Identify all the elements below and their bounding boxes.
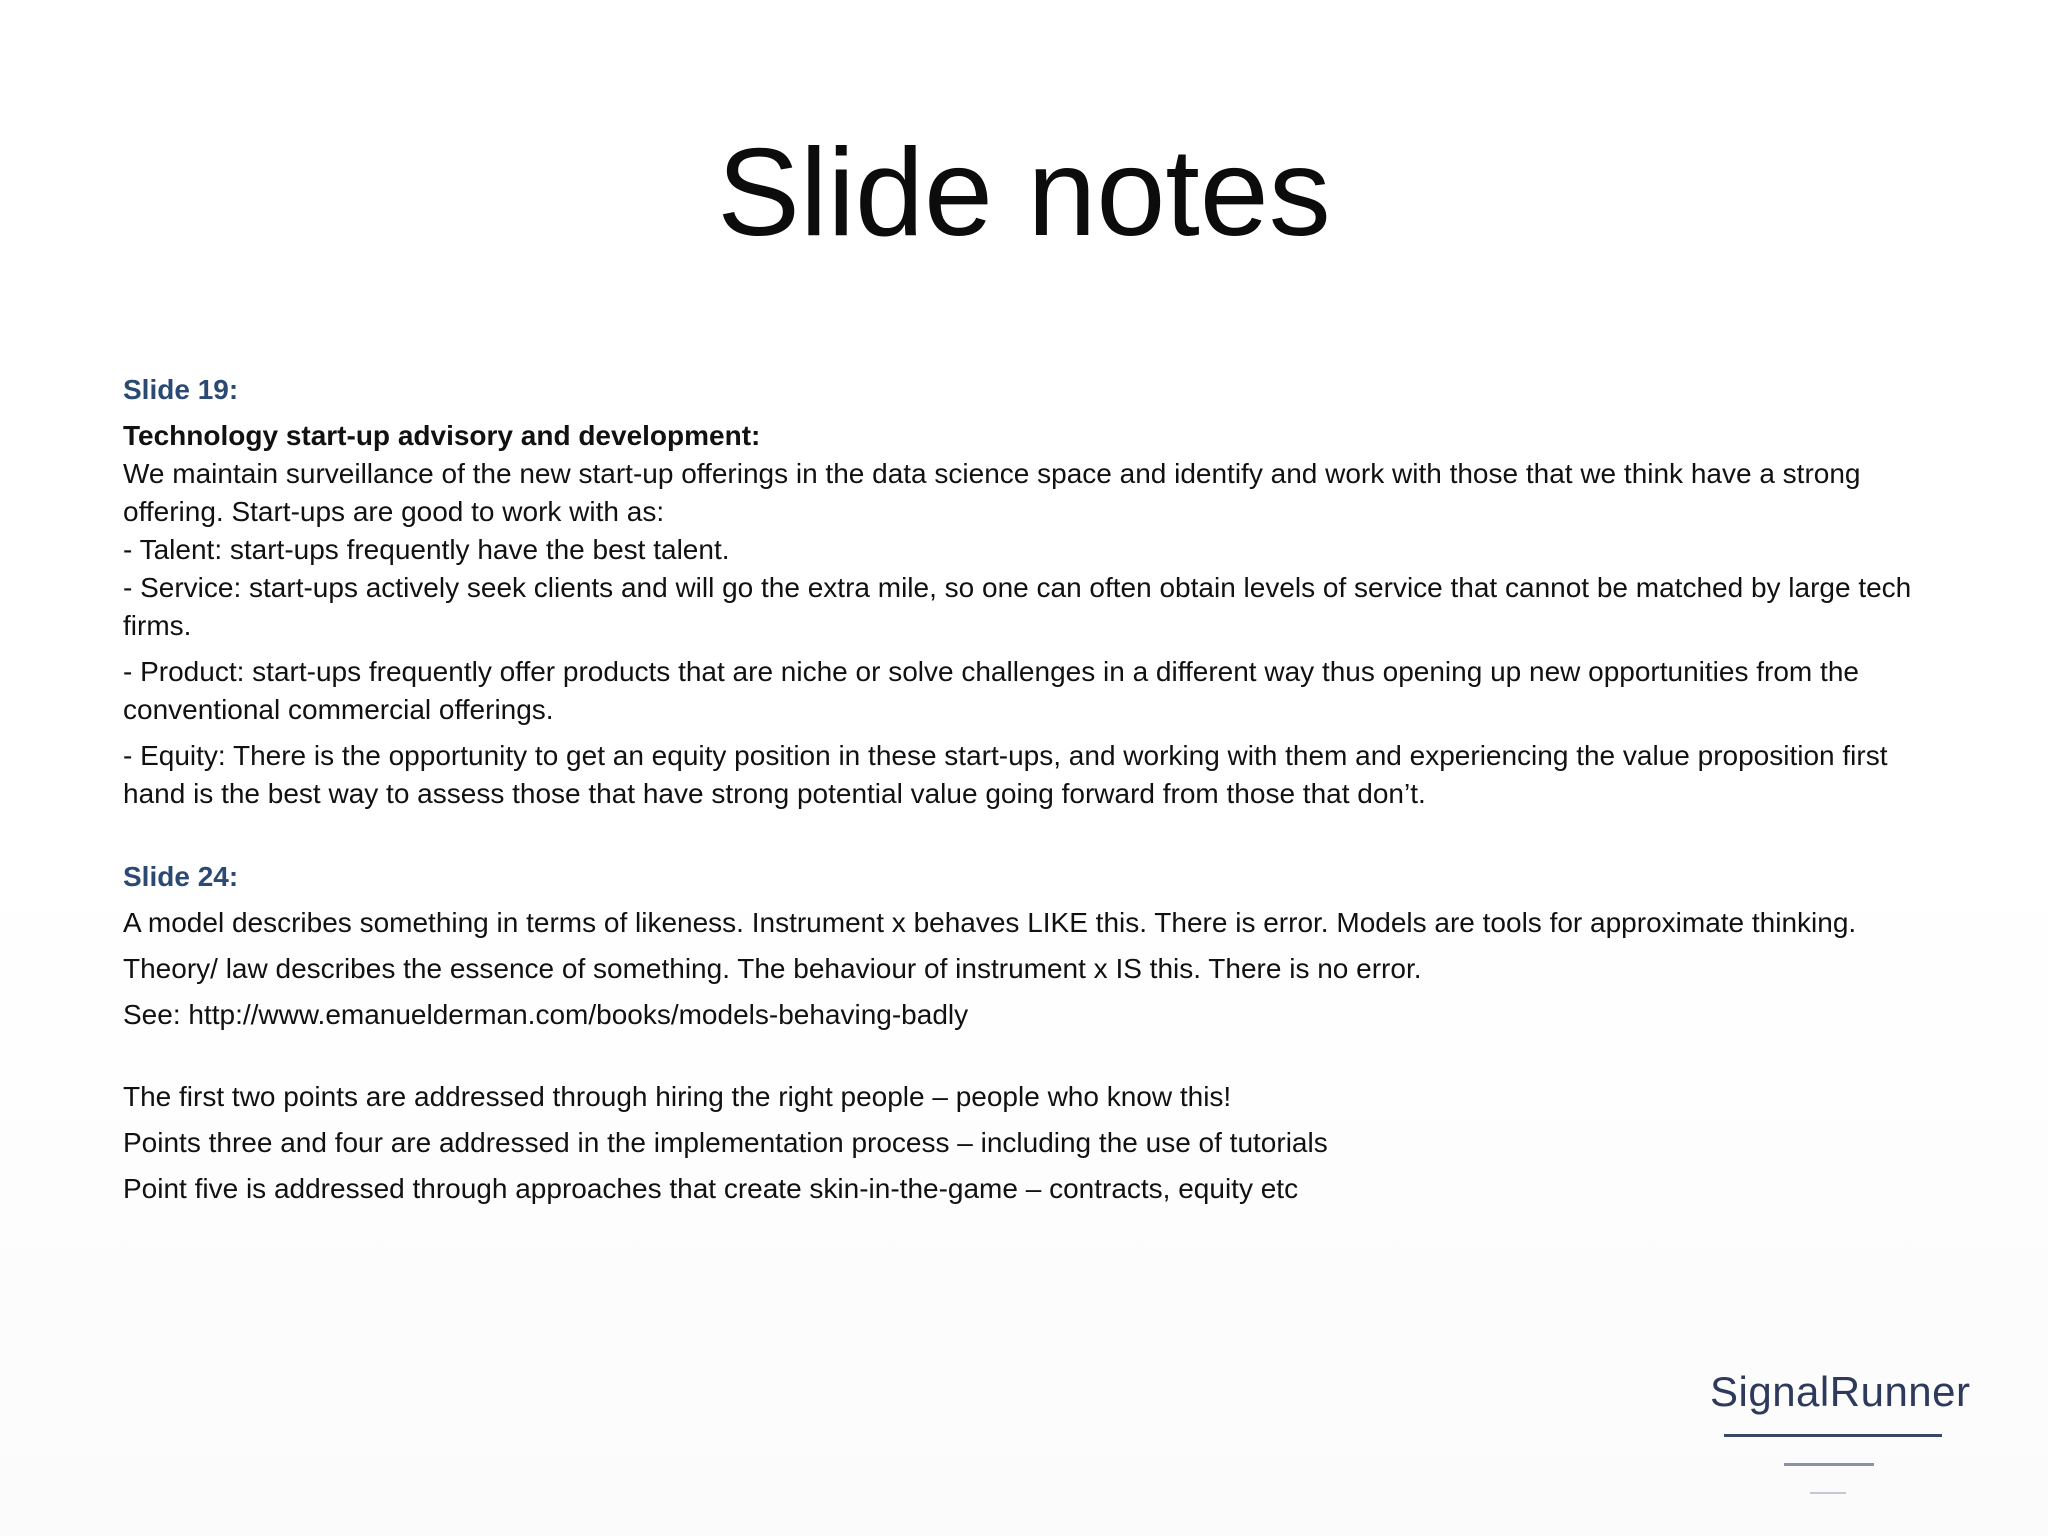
spacer xyxy=(123,1162,1943,1170)
spacer xyxy=(123,729,1943,737)
slide-24-theory: Theory/ law describes the essence of something. The behaviour of instrument x IS this. There is no error. xyxy=(123,953,1422,984)
slide-19-subheading: Technology start-up advisory and development: xyxy=(123,420,761,451)
logo-underline-long xyxy=(1724,1434,1942,1437)
slide-24-see-link: See: http://www.emanuelderman.com/books/models-behaving-badly xyxy=(123,999,969,1030)
slide-24-point-2: Points three and four are addressed in the implementation process – including the use of tutorials xyxy=(123,1127,1328,1158)
spacer xyxy=(123,1116,1943,1124)
slide-19-service: - Service: start-ups actively seek clients and will go the extra mile, so one can often obtain levels of service that cannot be matched by large tech firms. xyxy=(123,572,1912,641)
spacer xyxy=(123,988,1943,996)
spacer xyxy=(123,645,1943,653)
logo-text: SignalRunner xyxy=(1710,1368,1971,1415)
slide-24-point-1: The first two points are addressed through hiring the right people – people who know this! xyxy=(123,1081,1232,1112)
slide-19-product: - Product: start-ups frequently offer products that are niche or solve challenges in a different way thus opening up new opportunities from the conventional commercial offerings. xyxy=(123,656,1859,725)
spacer xyxy=(123,1034,1943,1078)
logo-underline-medium xyxy=(1784,1463,1874,1466)
slide-title: Slide notes xyxy=(717,124,1331,262)
slide-19-equity: - Equity: There is the opportunity to get an equity position in these start-ups, and working with them and experiencing the value proposition first hand is the best way to assess those that have strong potential value going forward from those that don’t. xyxy=(123,740,1888,809)
slide-19-heading: Slide 19: xyxy=(123,374,239,405)
slide-24-model: A model describes something in terms of likeness. Instrument x behaves LIKE this. There is error. Models are tools for approximate thinking. xyxy=(123,907,1857,938)
spacer xyxy=(123,942,1943,950)
slide-24-point-3: Point five is addressed through approaches that create skin-in-the-game – contracts, equity etc xyxy=(123,1173,1299,1204)
logo-underline-short xyxy=(1810,1492,1846,1494)
slide-24-heading: Slide 24: xyxy=(123,861,239,892)
slide-notes-body xyxy=(123,371,1943,1208)
slide-19-intro: We maintain surveillance of the new start-up offerings in the data science space and identify and work with those that we think have a strong offering. Start-ups are good to work with as: xyxy=(123,458,1861,527)
spacer xyxy=(123,813,1943,858)
spacer xyxy=(123,409,1943,417)
slide-19-talent: - Talent: start-ups frequently have the best talent. xyxy=(123,534,730,565)
signalrunner-logo xyxy=(1700,1362,2000,1522)
spacer xyxy=(123,896,1943,904)
